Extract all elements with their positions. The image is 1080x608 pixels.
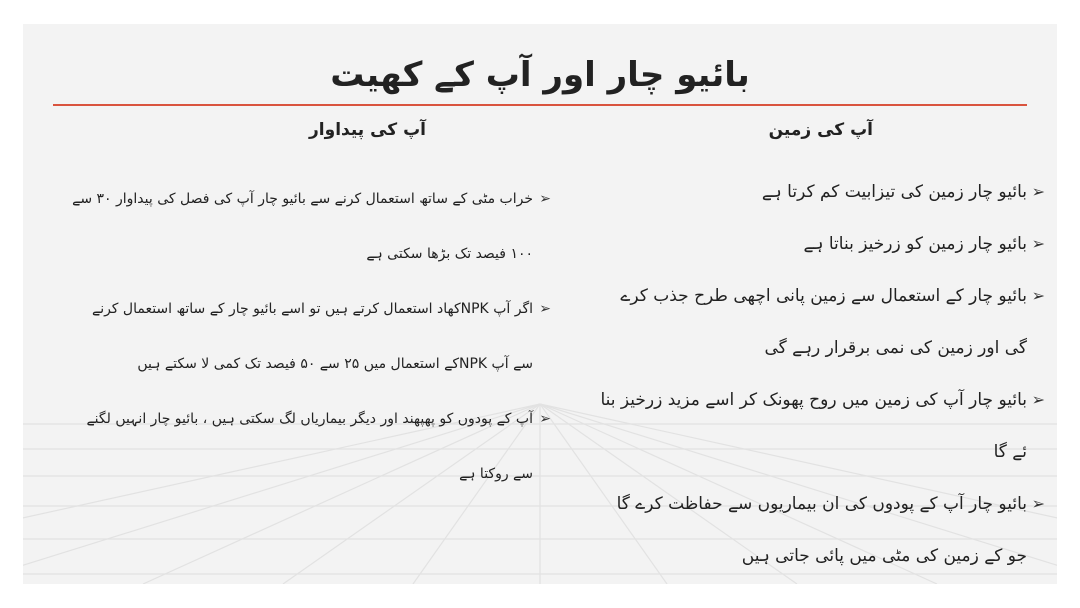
list-item [71, 172, 551, 282]
arrow-bullet-icon: ➢ [1031, 182, 1045, 201]
list-item-text: بائیو چار زمین کو زرخیز بناتا ہے [803, 234, 1027, 254]
soil-column-heading: آپ کی زمین [768, 120, 873, 140]
arrow-bullet-icon: ➢ [1031, 234, 1045, 253]
list-item [593, 478, 1045, 582]
list-item-text: بائیو چار آپ کی زمین میں روح پھونک کر اسے مزید زرخیز بنا ئے گا [600, 390, 1027, 462]
list-item [593, 218, 1045, 270]
yield-bullet-list [71, 172, 551, 502]
soil-column [593, 116, 1045, 582]
slide [23, 24, 1057, 584]
list-item-text: آپ کے پودوں کو پھپھند اور دیگر بیماریاں لگ سکتی ہیں ، بائیو چار انہیں لگنے سے روکتا ہے [86, 411, 533, 482]
arrow-bullet-icon: ➢ [1031, 494, 1045, 513]
yield-column [71, 116, 551, 502]
arrow-bullet-icon: ➢ [539, 191, 551, 207]
list-item [593, 166, 1045, 218]
title-underline [53, 104, 1027, 106]
arrow-bullet-icon: ➢ [1031, 390, 1045, 409]
list-item [593, 270, 1045, 374]
list-item-text: بائیو چار کے استعمال سے زمین پانی اچھی طرح جذب کرے گی اور زمین کی نمی برقرار رہے گی [620, 286, 1027, 358]
list-item [71, 282, 551, 392]
list-item-text: اگر آپ NPKکھاد استعمال کرتے ہیں تو اسے بائیو چار کے ساتھ استعمال کرنے سے آپ NPKکے استعمال میں ۲۵ سے ۵۰ فیصد تک کمی لا سکتے ہیں [91, 301, 533, 372]
arrow-bullet-icon: ➢ [539, 411, 551, 427]
list-item-text: بائیو چار آپ کے پودوں کی ان بیماریوں سے حفاظت کرے گا جو کے زمین کی مٹی میں پائی جاتی ہیں [616, 494, 1027, 566]
yield-column-heading: آپ کی پیداوار [309, 120, 426, 140]
list-item-text: خراب مٹی کے ساتھ استعمال کرنے سے بائیو چار آپ کی فصل کی پیداوار ۳۰ سے ۱۰۰ فیصد تک بڑھا سکتی ہے [72, 191, 533, 262]
list-item [593, 374, 1045, 478]
soil-bullet-list [593, 166, 1045, 582]
arrow-bullet-icon: ➢ [1031, 286, 1045, 305]
slide-title: بائیو چار اور آپ کے کھیت [330, 55, 750, 95]
list-item-text: بائیو چار زمین کی تیزابیت کم کرتا ہے [761, 182, 1027, 202]
list-item [71, 392, 551, 502]
arrow-bullet-icon: ➢ [539, 301, 551, 317]
